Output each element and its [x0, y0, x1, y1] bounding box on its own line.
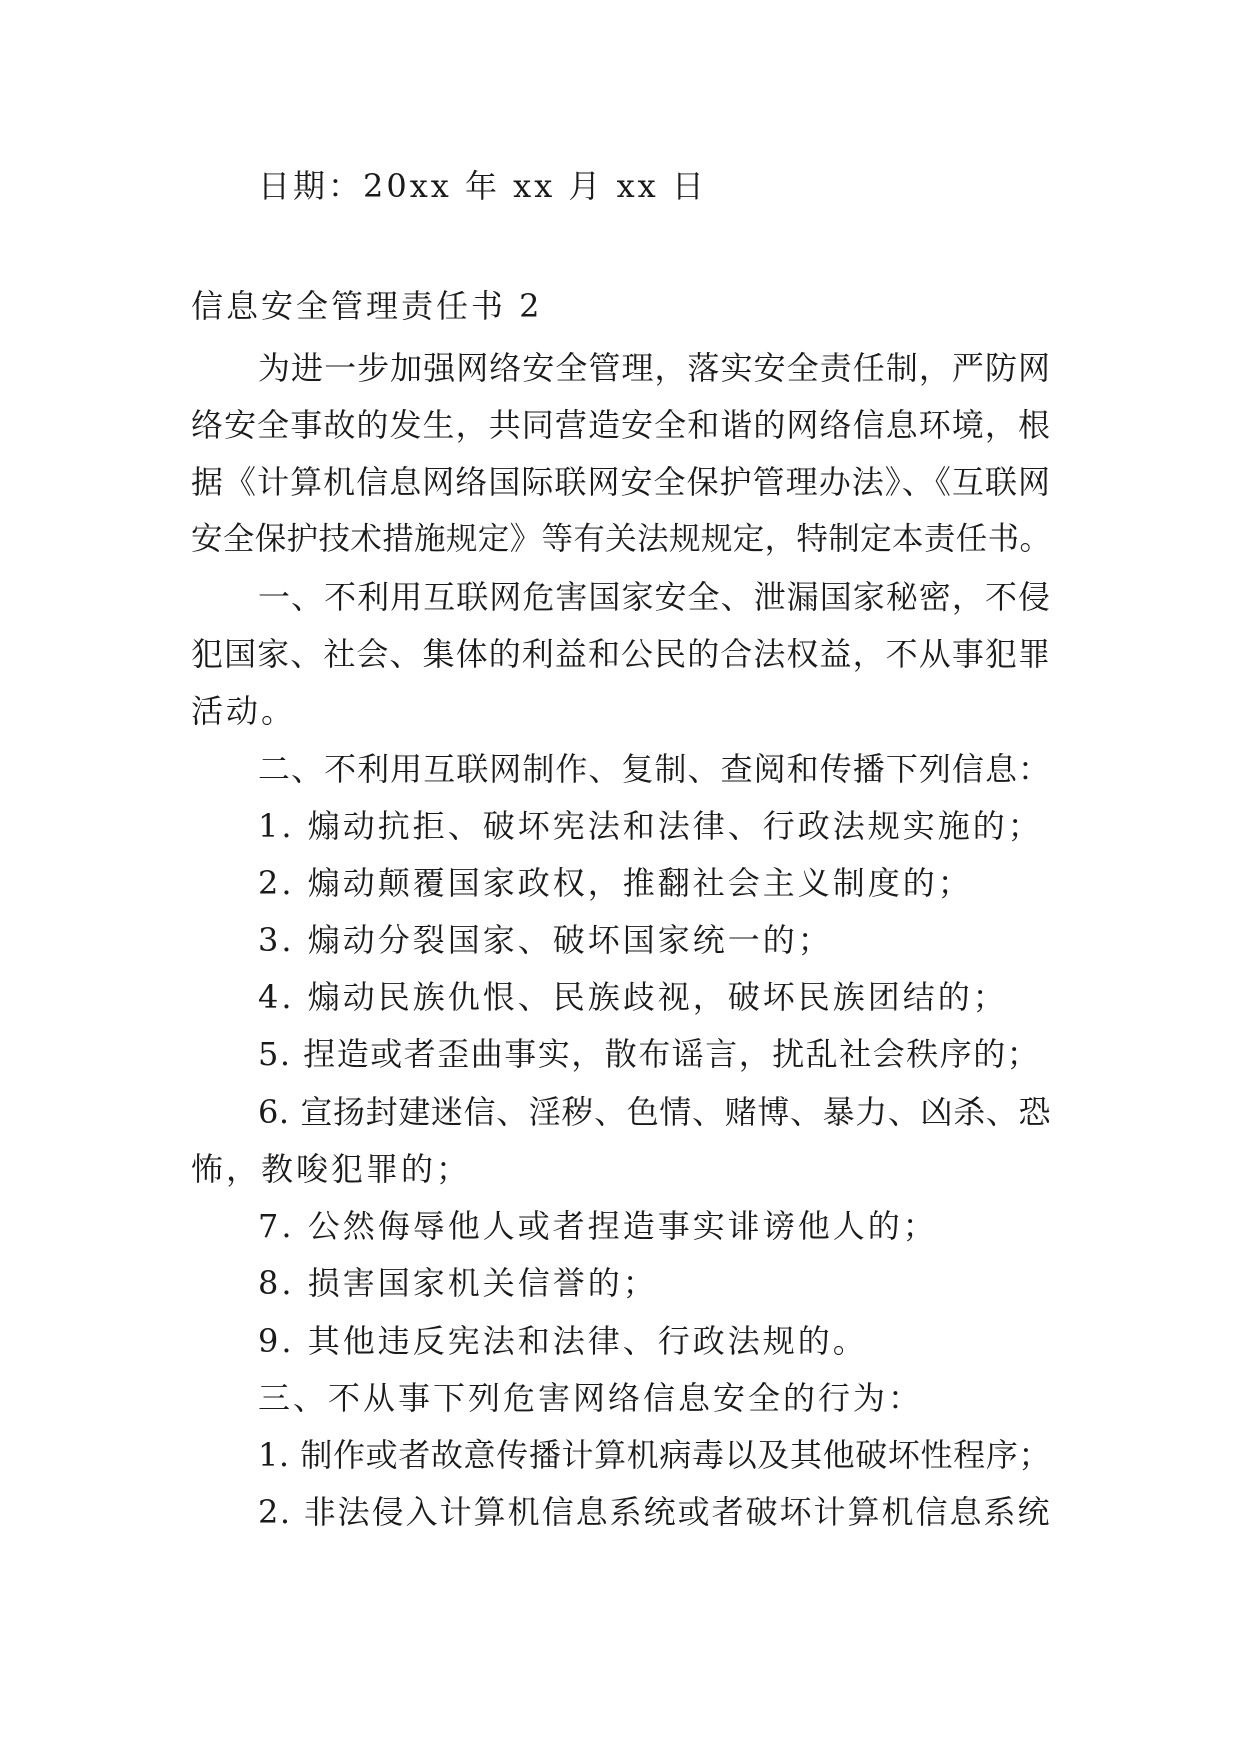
- intro-line-4: 安全保护技术措施规定》等有关法规规定，特制定本责任书。: [191, 521, 1051, 557]
- clause-one-line-3: 活动。: [191, 692, 297, 730]
- clause-two-item-8: 8. 损害国家机关信誉的；: [258, 1264, 658, 1302]
- clause-three-item-2: 2. 非法侵入计算机信息系统或者破坏计算机信息系统: [258, 1493, 1051, 1531]
- clause-two-item-6: 6. 宣扬封建迷信、淫秽、色情、赌博、暴力、凶杀、恐: [258, 1093, 1051, 1131]
- clause-one-line-1: 一、不利用互联网危害国家安全、泄漏国家秘密，不侵: [258, 578, 1051, 616]
- clause-two-item-5: 5. 捏造或者歪曲事实，散布谣言，扰乱社会秩序的；: [258, 1035, 1041, 1073]
- clause-two-item-9: 9. 其他违反宪法和法律、行政法规的。: [258, 1322, 868, 1360]
- clause-two-item-4: 4. 煽动民族仇恨、民族歧视，破坏民族团结的；: [258, 978, 1008, 1016]
- clause-three-heading: 三、不从事下列危害网络信息安全的行为：: [258, 1379, 924, 1417]
- clause-two-item-6-cont: 怖，教唆犯罪的；: [191, 1150, 472, 1188]
- intro-line-1: 为进一步加强网络安全管理，落实安全责任制，严防网: [258, 349, 1051, 387]
- intro-line-2: 络安全事故的发生，共同营造安全和谐的网络信息环境，根: [191, 406, 1051, 444]
- clause-two-item-1: 1. 煽动抗拒、破坏宪法和法律、行政法规实施的；: [258, 807, 1043, 845]
- intro-line-3: 据《计算机信息网络国际联网安全保护管理办法》、《互联网: [191, 463, 1051, 501]
- clause-two-item-2: 2. 煽动颠覆国家政权，推翻社会主义制度的；: [258, 864, 973, 902]
- clause-two-heading: 二、不利用互联网制作、复制、查阅和传播下列信息：: [258, 750, 1051, 788]
- clause-three-item-1: 1. 制作或者故意传播计算机病毒以及其他破坏性程序；: [258, 1436, 1051, 1474]
- date-line: 日期：20xx 年 xx 月 xx 日: [258, 167, 707, 205]
- clause-one-line-2: 犯国家、社会、集体的利益和公民的合法权益，不从事犯罪: [191, 635, 1051, 673]
- clause-two-item-3: 3. 煽动分裂国家、破坏国家统一的；: [258, 921, 833, 959]
- clause-two-item-7: 7. 公然侮辱他人或者捏造事实诽谤他人的；: [258, 1207, 938, 1245]
- section-title: 信息安全管理责任书 2: [191, 287, 543, 325]
